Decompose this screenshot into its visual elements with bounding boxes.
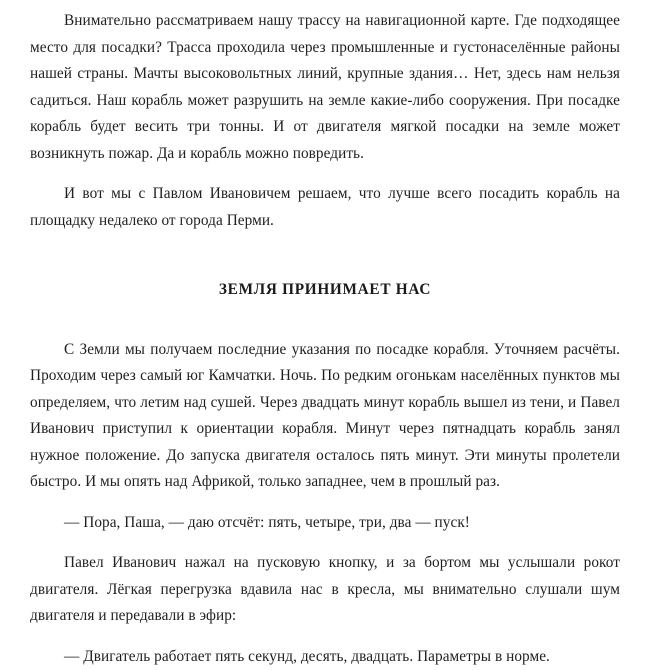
section-heading: ЗЕМЛЯ ПРИНИМАЕТ НАС (218, 281, 432, 299)
paragraph-spacer (30, 630, 620, 644)
paragraph: — Двигатель работает пять секунд, десять, двадцать. Параметры в норме. (64, 647, 550, 665)
paragraph: Павел Иванович нажал на пусковую кнопку, и за бортом мы услышали рокот двигателя. Лёгкая перегрузка вдавила нас в кресла, мы внимательно слушали шум двигателя и передавали в эфир: (30, 554, 620, 625)
paragraph: — Пора, Паша, — даю отсчёт: пять, четыре, три, два — пуск! (64, 513, 470, 531)
heading-spacer-after (30, 317, 620, 337)
paragraph: С Земли мы получаем последние указания по посадке корабля. Уточняем расчёты. Проходим через самый юг Камчатки. Ночь. По редким огонькам населённых пунктов мы определяем, что летим над сушей. Через двадцать минут корабль вышел из тени, и Павел Иванович приступил к ориентации корабля. Минут через пятнадцать корабль занял нужное положение. До запуска двигателя осталось пять минут. Эти минуты пролетели быстро. И мы опять над Африкой, только западнее, чем в прошлый раз. (30, 340, 620, 491)
paragraph: Внимательно рассматриваем нашу трассу на навигационной карте. Где подходящее место для посадки? Трасса проходила через промышленные и густонаселённые районы нашей страны. Мачты высоковольтных линий, крупные здания… Нет, здесь нам нельзя садиться. Наш корабль может разрушить на земле какие-либо сооружения. При посадке корабль будет весить три тонны. И от двигателя мягкой посадки на земле может возникнуть пожар. Да и корабль можно повредить. (30, 12, 620, 162)
heading-spacer-before (30, 234, 620, 264)
paragraph-spacer (30, 496, 620, 510)
paragraph-spacer (30, 536, 620, 550)
paragraph-spacer (30, 167, 620, 181)
paragraph: И вот мы с Павлом Ивановичем решаем, что лучше всего посадить корабль на площадку недалеко от города Перми. (30, 185, 620, 229)
